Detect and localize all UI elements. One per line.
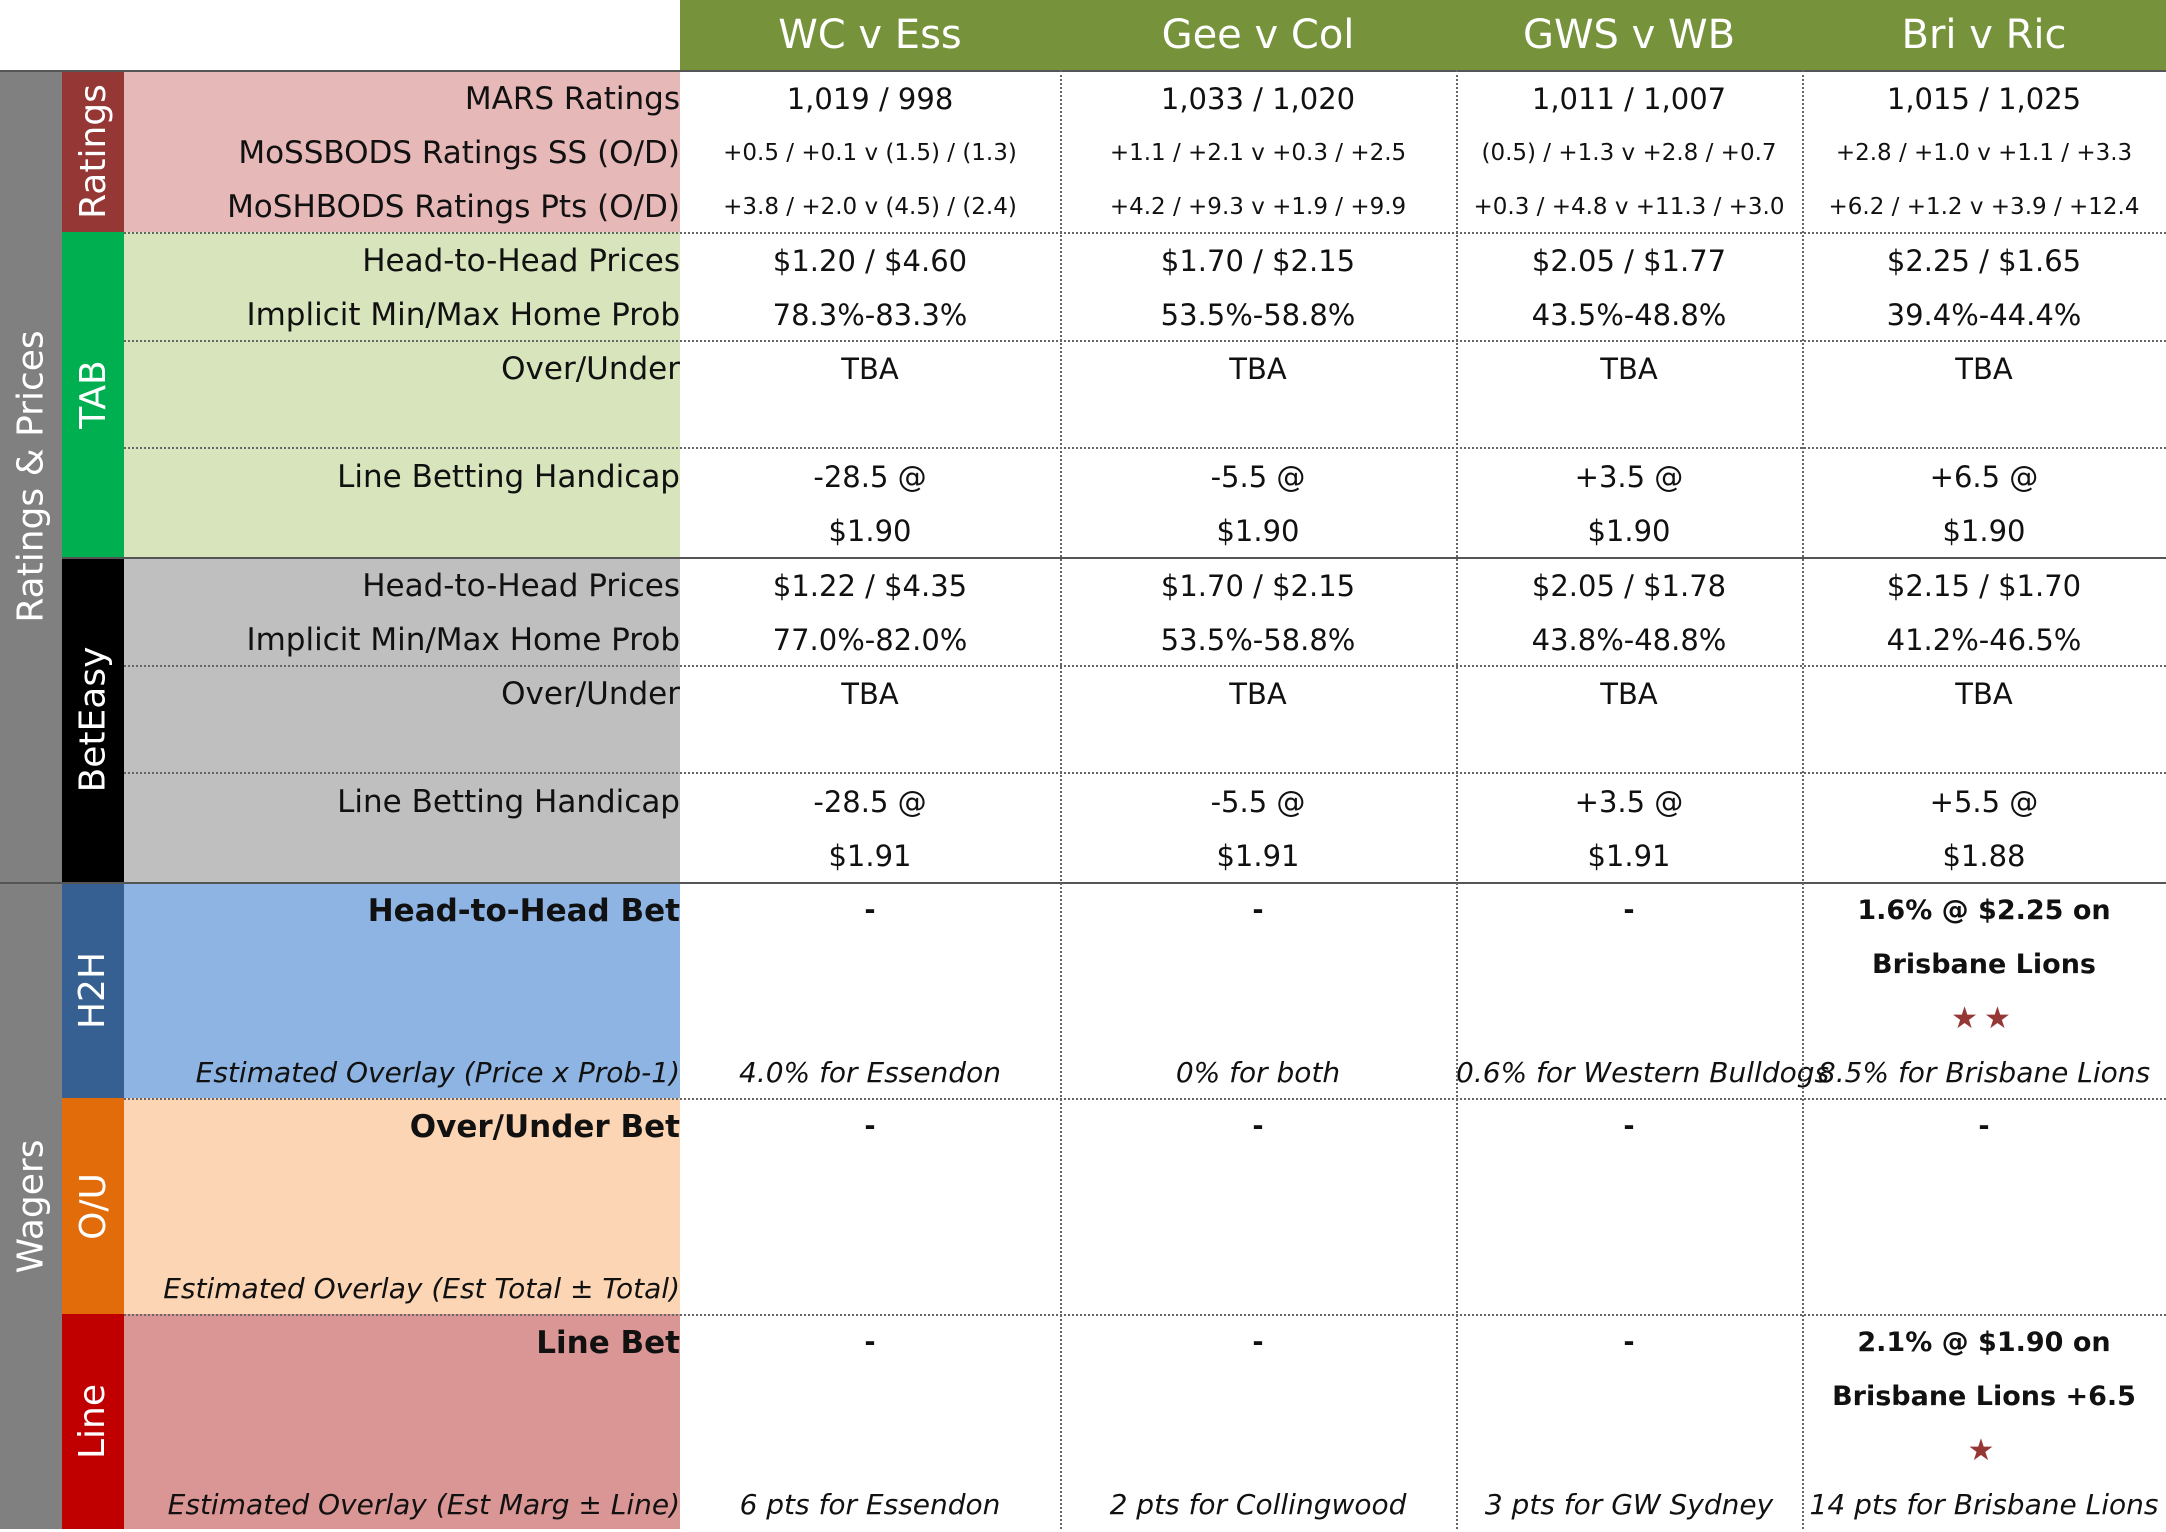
cell-tab-line-2: $1.90 (1942, 514, 2026, 548)
label-be-ou: Over/Under (501, 676, 680, 712)
cell-be-ou: TBA (1955, 677, 2013, 711)
cell-tab-h2h: $1.20 / $4.60 (772, 244, 968, 278)
group-h2h (62, 882, 124, 1098)
cell-line-overlay: 14 pts for Brisbane Lions (1809, 1488, 2159, 1521)
cell-mossbods: (0.5) / +1.3 v +2.8 / +0.7 (1481, 140, 1777, 166)
cell-be-prob: 43.8%-48.8% (1531, 623, 1727, 657)
col-divider-1 (1456, 70, 1458, 1529)
cell-be-line-2: $1.91 (1587, 839, 1671, 873)
cell-moshbods: +0.3 / +4.8 v +11.3 / +3.0 (1473, 194, 1785, 220)
section-wagers (0, 882, 62, 1529)
cell-be-ou: TBA (841, 677, 899, 711)
cell-be-line-2: $1.91 (828, 839, 912, 873)
rule-dotted-3 (124, 665, 2166, 667)
cell-h2h-stars (1456, 992, 1802, 1046)
cell-tab-prob: 53.5%-58.8% (1160, 298, 1356, 332)
cell-line-bet-1: - (1252, 1327, 1264, 1358)
rule-dotted-5 (124, 1098, 2166, 1100)
cell-be-h2h: $2.05 / $1.78 (1531, 569, 1727, 603)
group-tab (62, 232, 124, 557)
cell-h2h-bet-2 (680, 938, 1060, 992)
cell-line-overlay: 2 pts for Collingwood (1109, 1488, 1407, 1521)
cell-be-line-2: $1.91 (1216, 839, 1300, 873)
label-be-prob: Implicit Min/Max Home Prob (246, 622, 680, 658)
cell-be-line-1: +5.5 @ (1929, 785, 2039, 819)
cell-h2h-overlay: 8.5% for Brisbane Lions (1817, 1056, 2151, 1089)
cell-line-stars (1060, 1424, 1456, 1478)
label-be-line: Line Betting Handicap (337, 784, 680, 820)
label-be-h2h: Head-to-Head Prices (362, 568, 680, 604)
rule-wagers (0, 882, 2166, 884)
group-h2h-label: H2H (72, 951, 114, 1029)
cell-tab-prob: 78.3%-83.3% (772, 298, 968, 332)
cell-be-line-2: $1.88 (1942, 839, 2026, 873)
label-tab-line: Line Betting Handicap (337, 459, 680, 495)
cell-be-ou: TBA (1600, 677, 1658, 711)
game-column-4 (1802, 72, 2166, 1529)
label-ou-overlay: Estimated Overlay (Est Total ± Total) (163, 1272, 680, 1305)
cell-tab-line-1: +6.5 @ (1929, 460, 2039, 494)
rule-dotted-2 (124, 447, 2166, 449)
cell-tab-ou: TBA (1600, 352, 1658, 386)
cell-h2h-stars: ★★ (1951, 1001, 2017, 1036)
label-moshbods: MoSHBODS Ratings Pts (O/D) (227, 189, 680, 225)
cell-h2h-overlay: 4.0% for Essendon (739, 1056, 1001, 1089)
game-column-3 (1456, 72, 1830, 1529)
cell-ou-bet: - (1623, 1111, 1635, 1142)
cell-mossbods: +1.1 / +2.1 v +0.3 / +2.5 (1109, 140, 1407, 166)
cell-moshbods: +3.8 / +2.0 v (4.5) / (2.4) (723, 194, 1017, 220)
cell-h2h-stars (680, 992, 1060, 1046)
cell-mars: 1,011 / 1,007 (1531, 82, 1727, 116)
cell-ou-bet: - (1978, 1111, 1990, 1142)
cell-line-overlay: 6 pts for Essendon (739, 1488, 1001, 1521)
cell-tab-h2h: $1.70 / $2.15 (1160, 244, 1356, 278)
label-h2h-bet: Head-to-Head Bet (367, 893, 680, 929)
cell-h2h-bet-1: - (864, 895, 876, 926)
label-h2h-overlay: Estimated Overlay (Price x Prob-1) (195, 1056, 680, 1089)
rule-dotted-0 (124, 232, 2166, 234)
cell-tab-h2h: $2.05 / $1.77 (1531, 244, 1727, 278)
cell-tab-line-2: $1.90 (1216, 514, 1300, 548)
label-tab-prob: Implicit Min/Max Home Prob (246, 297, 680, 333)
rule-dotted-4 (124, 772, 2166, 774)
label-ou-bet: Over/Under Bet (409, 1109, 680, 1145)
cell-tab-line-1: +3.5 @ (1574, 460, 1684, 494)
group-ratings (62, 70, 124, 232)
game-header-2: Gee v Col (1060, 0, 1456, 70)
cell-line-bet-1: 2.1% @ $1.90 on (1857, 1327, 2111, 1358)
game-header-3: GWS v WB (1456, 0, 1802, 70)
cell-be-line-1: +3.5 @ (1574, 785, 1684, 819)
cell-moshbods: +4.2 / +9.3 v +1.9 / +9.9 (1109, 194, 1407, 220)
cell-tab-prob: 43.5%-48.8% (1531, 298, 1727, 332)
cell-tab-prob: 39.4%-44.4% (1886, 298, 2082, 332)
game-column-2 (1060, 72, 1456, 1529)
cell-mossbods: +0.5 / +0.1 v (1.5) / (1.3) (723, 140, 1017, 166)
cell-h2h-overlay: 0.6% for Western Bulldogs (1456, 1056, 1830, 1089)
game-column-1 (680, 72, 1060, 1529)
col-divider-0 (1060, 70, 1062, 1529)
group-line-label: Line (72, 1383, 114, 1460)
cell-mars: 1,015 / 1,025 (1886, 82, 2082, 116)
label-line-bet: Line Bet (536, 1325, 680, 1361)
cell-line-bet-2 (1456, 1370, 1802, 1424)
cell-h2h-bet-2 (1456, 938, 1802, 992)
cell-mossbods: +2.8 / +1.0 v +1.1 / +3.3 (1835, 140, 2133, 166)
cell-line-stars (680, 1424, 1060, 1478)
cell-ou-bet: - (864, 1111, 876, 1142)
cell-moshbods: +6.2 / +1.2 v +3.9 / +12.4 (1828, 194, 2140, 220)
cell-h2h-bet-2 (1060, 938, 1456, 992)
cell-be-h2h: $1.70 / $2.15 (1160, 569, 1356, 603)
game-header-4: Bri v Ric (1802, 0, 2166, 70)
cell-line-bet-2 (1060, 1370, 1456, 1424)
cell-tab-line-1: -5.5 @ (1210, 460, 1306, 494)
cell-line-bet-2: Brisbane Lions +6.5 (1832, 1381, 2136, 1412)
label-mossbods: MoSSBODS Ratings SS (O/D) (238, 135, 680, 171)
group-beteasy-label: BetEasy (72, 646, 114, 793)
group-tab-label: TAB (72, 360, 114, 429)
cell-be-h2h: $1.22 / $4.35 (772, 569, 968, 603)
cell-tab-line-1: -28.5 @ (813, 460, 927, 494)
group-ratings-label: Ratings (72, 83, 114, 219)
group-ou-label: O/U (72, 1172, 114, 1240)
cell-line-overlay: 3 pts for GW Sydney (1484, 1488, 1774, 1521)
cell-mars: 1,033 / 1,020 (1160, 82, 1356, 116)
label-line-overlay: Estimated Overlay (Est Marg ± Line) (167, 1488, 680, 1521)
cell-h2h-bet-1: - (1252, 895, 1264, 926)
group-beteasy (62, 557, 124, 882)
cell-line-stars (1456, 1424, 1802, 1478)
cell-h2h-bet-1: - (1623, 895, 1635, 926)
cell-line-bet-1: - (1623, 1327, 1635, 1358)
rule-beteasy (62, 557, 2166, 559)
cell-line-stars: ★ (1967, 1433, 2001, 1468)
cell-be-prob: 53.5%-58.8% (1160, 623, 1356, 657)
rule-dotted-6 (124, 1314, 2166, 1316)
group-line (62, 1314, 124, 1529)
cell-be-prob: 77.0%-82.0% (772, 623, 968, 657)
cell-tab-ou: TBA (1955, 352, 2013, 386)
cell-line-bet-2 (680, 1370, 1060, 1424)
cell-be-h2h: $2.15 / $1.70 (1886, 569, 2082, 603)
rule-dotted-1 (124, 340, 2166, 342)
col-divider-2 (1802, 70, 1804, 1529)
cell-ou-bet: - (1252, 1111, 1264, 1142)
cell-h2h-overlay: 0% for both (1175, 1056, 1341, 1089)
label-mars: MARS Ratings (464, 81, 680, 117)
group-ou (62, 1098, 124, 1314)
cell-tab-line-2: $1.90 (1587, 514, 1671, 548)
cell-tab-ou: TBA (1229, 352, 1287, 386)
cell-tab-ou: TBA (841, 352, 899, 386)
section-ratings-prices (0, 70, 62, 882)
cell-be-prob: 41.2%-46.5% (1886, 623, 2082, 657)
cell-be-line-1: -28.5 @ (813, 785, 927, 819)
cell-be-line-1: -5.5 @ (1210, 785, 1306, 819)
cell-line-bet-1: - (864, 1327, 876, 1358)
section-ratings-prices-label: Ratings & Prices (10, 329, 52, 623)
rule-header (0, 70, 2166, 72)
cell-be-ou: TBA (1229, 677, 1287, 711)
cell-mars: 1,019 / 998 (786, 82, 954, 116)
label-tab-ou: Over/Under (501, 351, 680, 387)
cell-h2h-bet-1: 1.6% @ $2.25 on (1857, 895, 2111, 926)
row-labels (124, 72, 680, 1529)
cell-h2h-stars (1060, 992, 1456, 1046)
cell-tab-h2h: $2.25 / $1.65 (1886, 244, 2082, 278)
label-tab-h2h: Head-to-Head Prices (362, 243, 680, 279)
cell-h2h-bet-2: Brisbane Lions (1871, 949, 2096, 980)
section-wagers-label: Wagers (10, 1139, 52, 1274)
game-header-1: WC v Ess (680, 0, 1060, 70)
cell-tab-line-2: $1.90 (828, 514, 912, 548)
